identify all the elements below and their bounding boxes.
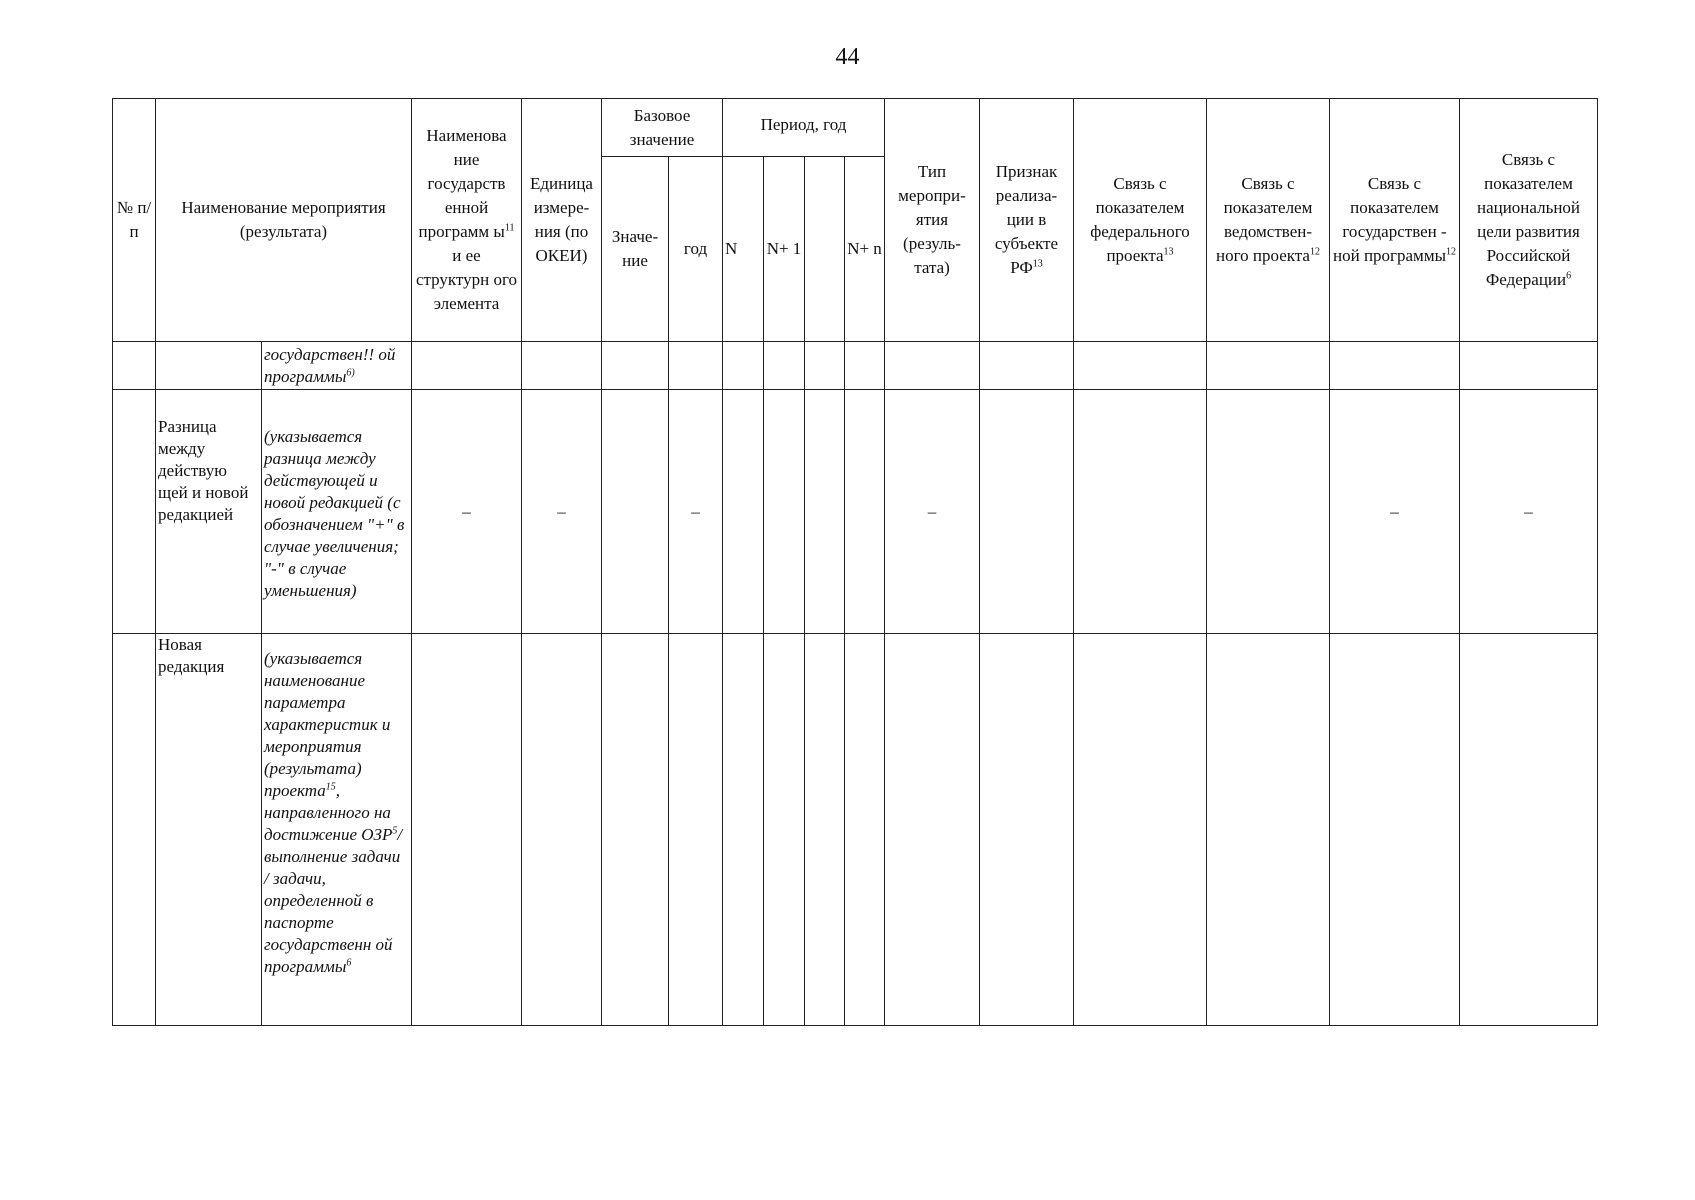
col-period-n1-header: N+ 1 [764, 157, 805, 342]
dash: – [412, 390, 522, 634]
col-unit-header: Единица измере- ния (по ОКЕИ) [522, 99, 602, 342]
header-row-1 [113, 99, 1598, 157]
col-type-header: Тип меропри- ятия (резуль- тата) [885, 99, 980, 342]
col-base-value-header: Базовое значение [602, 99, 723, 157]
col-period-nn-header: N+ n [845, 157, 885, 342]
new-label: Новая редакция [156, 634, 262, 1026]
dash: – [522, 390, 602, 634]
dash: – [1460, 390, 1598, 634]
col-period-blank-header [805, 157, 845, 342]
col-base-value-sub-header: Значе- ние [602, 157, 669, 342]
dash: – [1330, 390, 1460, 634]
dash: – [885, 390, 980, 634]
dash: – [669, 390, 723, 634]
col-activity-name-header: Наименование мероприятия (результата) [156, 99, 412, 342]
page-number: 44 [835, 44, 860, 70]
col-link-federal-header: Связь с показателем федерального проекта$^{13}$ [1074, 99, 1207, 342]
col-sign-header: Признак реализа- ции в субъекте РФ$^{13}$ [980, 99, 1074, 342]
col-period-n-header: N [723, 157, 764, 342]
col-link-dept-header: Связь с показателем ведомствен- ного проекта$^{12}$ [1207, 99, 1330, 342]
changes-table [112, 98, 1598, 1026]
col-link-state-header: Связь с показателем государствен - ной программы$^{12}$ [1330, 99, 1460, 342]
table-row [113, 634, 1598, 1026]
table-row [113, 342, 1598, 390]
continued-text: государствен!! ой программы$^{6)}$ [262, 342, 412, 390]
diff-label: Разница между действую щей и новой редакцией [156, 390, 262, 634]
table-row [113, 390, 1598, 634]
col-period-header: Период, год [723, 99, 885, 157]
new-text: (указывается наименование параметра характеристик и мероприятия (результата) проекта$^{15}$, направленного на достижение ОЗР$^5$/ выполнение задачи / задачи, определенной в паспорте государственн ой программы$^6$ [262, 634, 412, 1026]
col-program-name-header: Наименова ние государств енной программ $ы^{11}$ и ее структурн ого элемента [412, 99, 522, 342]
col-num-header: № п/п [113, 99, 156, 342]
col-link-national-header: Связь с показателем национальной цели развития Российской Федерации$^6$ [1460, 99, 1598, 342]
col-base-year-header: год [669, 157, 723, 342]
diff-text: (указывается разница между действующей и новой редакцией (с обозначением "+" в случае увеличения; "-" в случае уменьшения) [262, 390, 412, 634]
